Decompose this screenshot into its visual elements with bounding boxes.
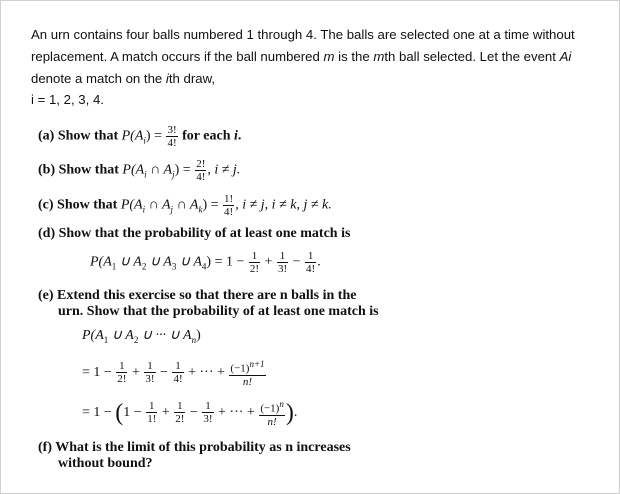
fraction: $\frac{3!}{4!}$ (167, 124, 177, 149)
fraction: $\frac{1}{3!}$ (145, 360, 155, 386)
fraction: $\frac{1!}{4!}$ (224, 193, 234, 218)
intro-line-2: replacement. A match occurs if the ball numbered m is the mth ball selected. Let the event Ai (31, 49, 572, 64)
fraction: $\frac{1}{2!}$ (249, 250, 260, 275)
part-a: (a) Show that $P(A_i)$ = $\frac{3!}{4!}$ for each i. (38, 124, 242, 149)
intro-line-1: An urn contains four balls numbered 1 through 4. The balls are selected one at a time without (31, 27, 575, 42)
fraction: $\frac{1}{2!}$ (117, 360, 127, 386)
part-e-series-1: = 1 − $\frac{1}{2!}$ + $\frac{1}{3!}$ − $\frac{1}{4!}$ + ··· + $\frac{(-1)^{n+1}}{n!}$ (82, 359, 265, 388)
part-e-series-2: = 1 − (1 − $\frac{1}{1!}$ + $\frac{1}{2!}$ − $\frac{1}{3!}$ + ··· + $\frac{(-1)^n}{n!}$ ). (82, 399, 298, 428)
problem-intro (31, 24, 591, 90)
part-c: (c) Show that $P(A_i$ ∩ $A_j$ ∩ $A_k$) = $\frac{1!}{4!}$ , i ≠ j, i ≠ k, j ≠ k. (38, 193, 332, 218)
part-f-line-2: without bound? (58, 456, 153, 471)
part-f-line-1: (f) What is the limit of this probability as n increases (38, 440, 351, 455)
fraction: $\frac{1}{4!}$ (306, 250, 316, 275)
fraction: $\frac{1}{3!}$ (203, 400, 213, 426)
fraction: $\frac{2!}{4!}$ (196, 158, 206, 183)
fraction: $\frac{1}{1!}$ (147, 400, 157, 426)
intro-line-3: denote a match on the ith draw, (31, 71, 216, 86)
fraction: $\frac{1}{4!}$ (173, 360, 183, 386)
part-b: (b) Show that $P(A_i$ ∩ $A_j$) = $\frac{2!}{4!}$ , i ≠ j. (38, 158, 241, 183)
index-range: i = 1, 2, 3, 4. (31, 92, 104, 107)
fraction: $\frac{1}{3!}$ (277, 250, 288, 275)
fraction: $\frac{1}{2!}$ (175, 400, 185, 426)
part-e-line-1: (e) Extend this exercise so that there are n balls in the (38, 288, 357, 303)
part-e-lhs: $P(A_1$ ∪ $A_2$ ∪ ··· ∪ $A_n$) (82, 328, 201, 345)
fraction: $\frac{(-1)^{n+1}}{n!}$ (230, 359, 265, 388)
part-d-formula: $P(A_1$ ∪ $A_2$ ∪ $A_3$ ∪ $A_4) = 1$ − $\frac{1}{2!}$ + $\frac{1}{3!}$ − $\frac{1}{4!}$ . (90, 250, 321, 275)
part-d-label: (d) Show that the probability of at least one match is (38, 226, 351, 241)
part-e-line-2: urn. Show that the probability of at least one match is (58, 304, 379, 319)
fraction: $\frac{(-1)^n}{n!}$ (260, 399, 284, 428)
